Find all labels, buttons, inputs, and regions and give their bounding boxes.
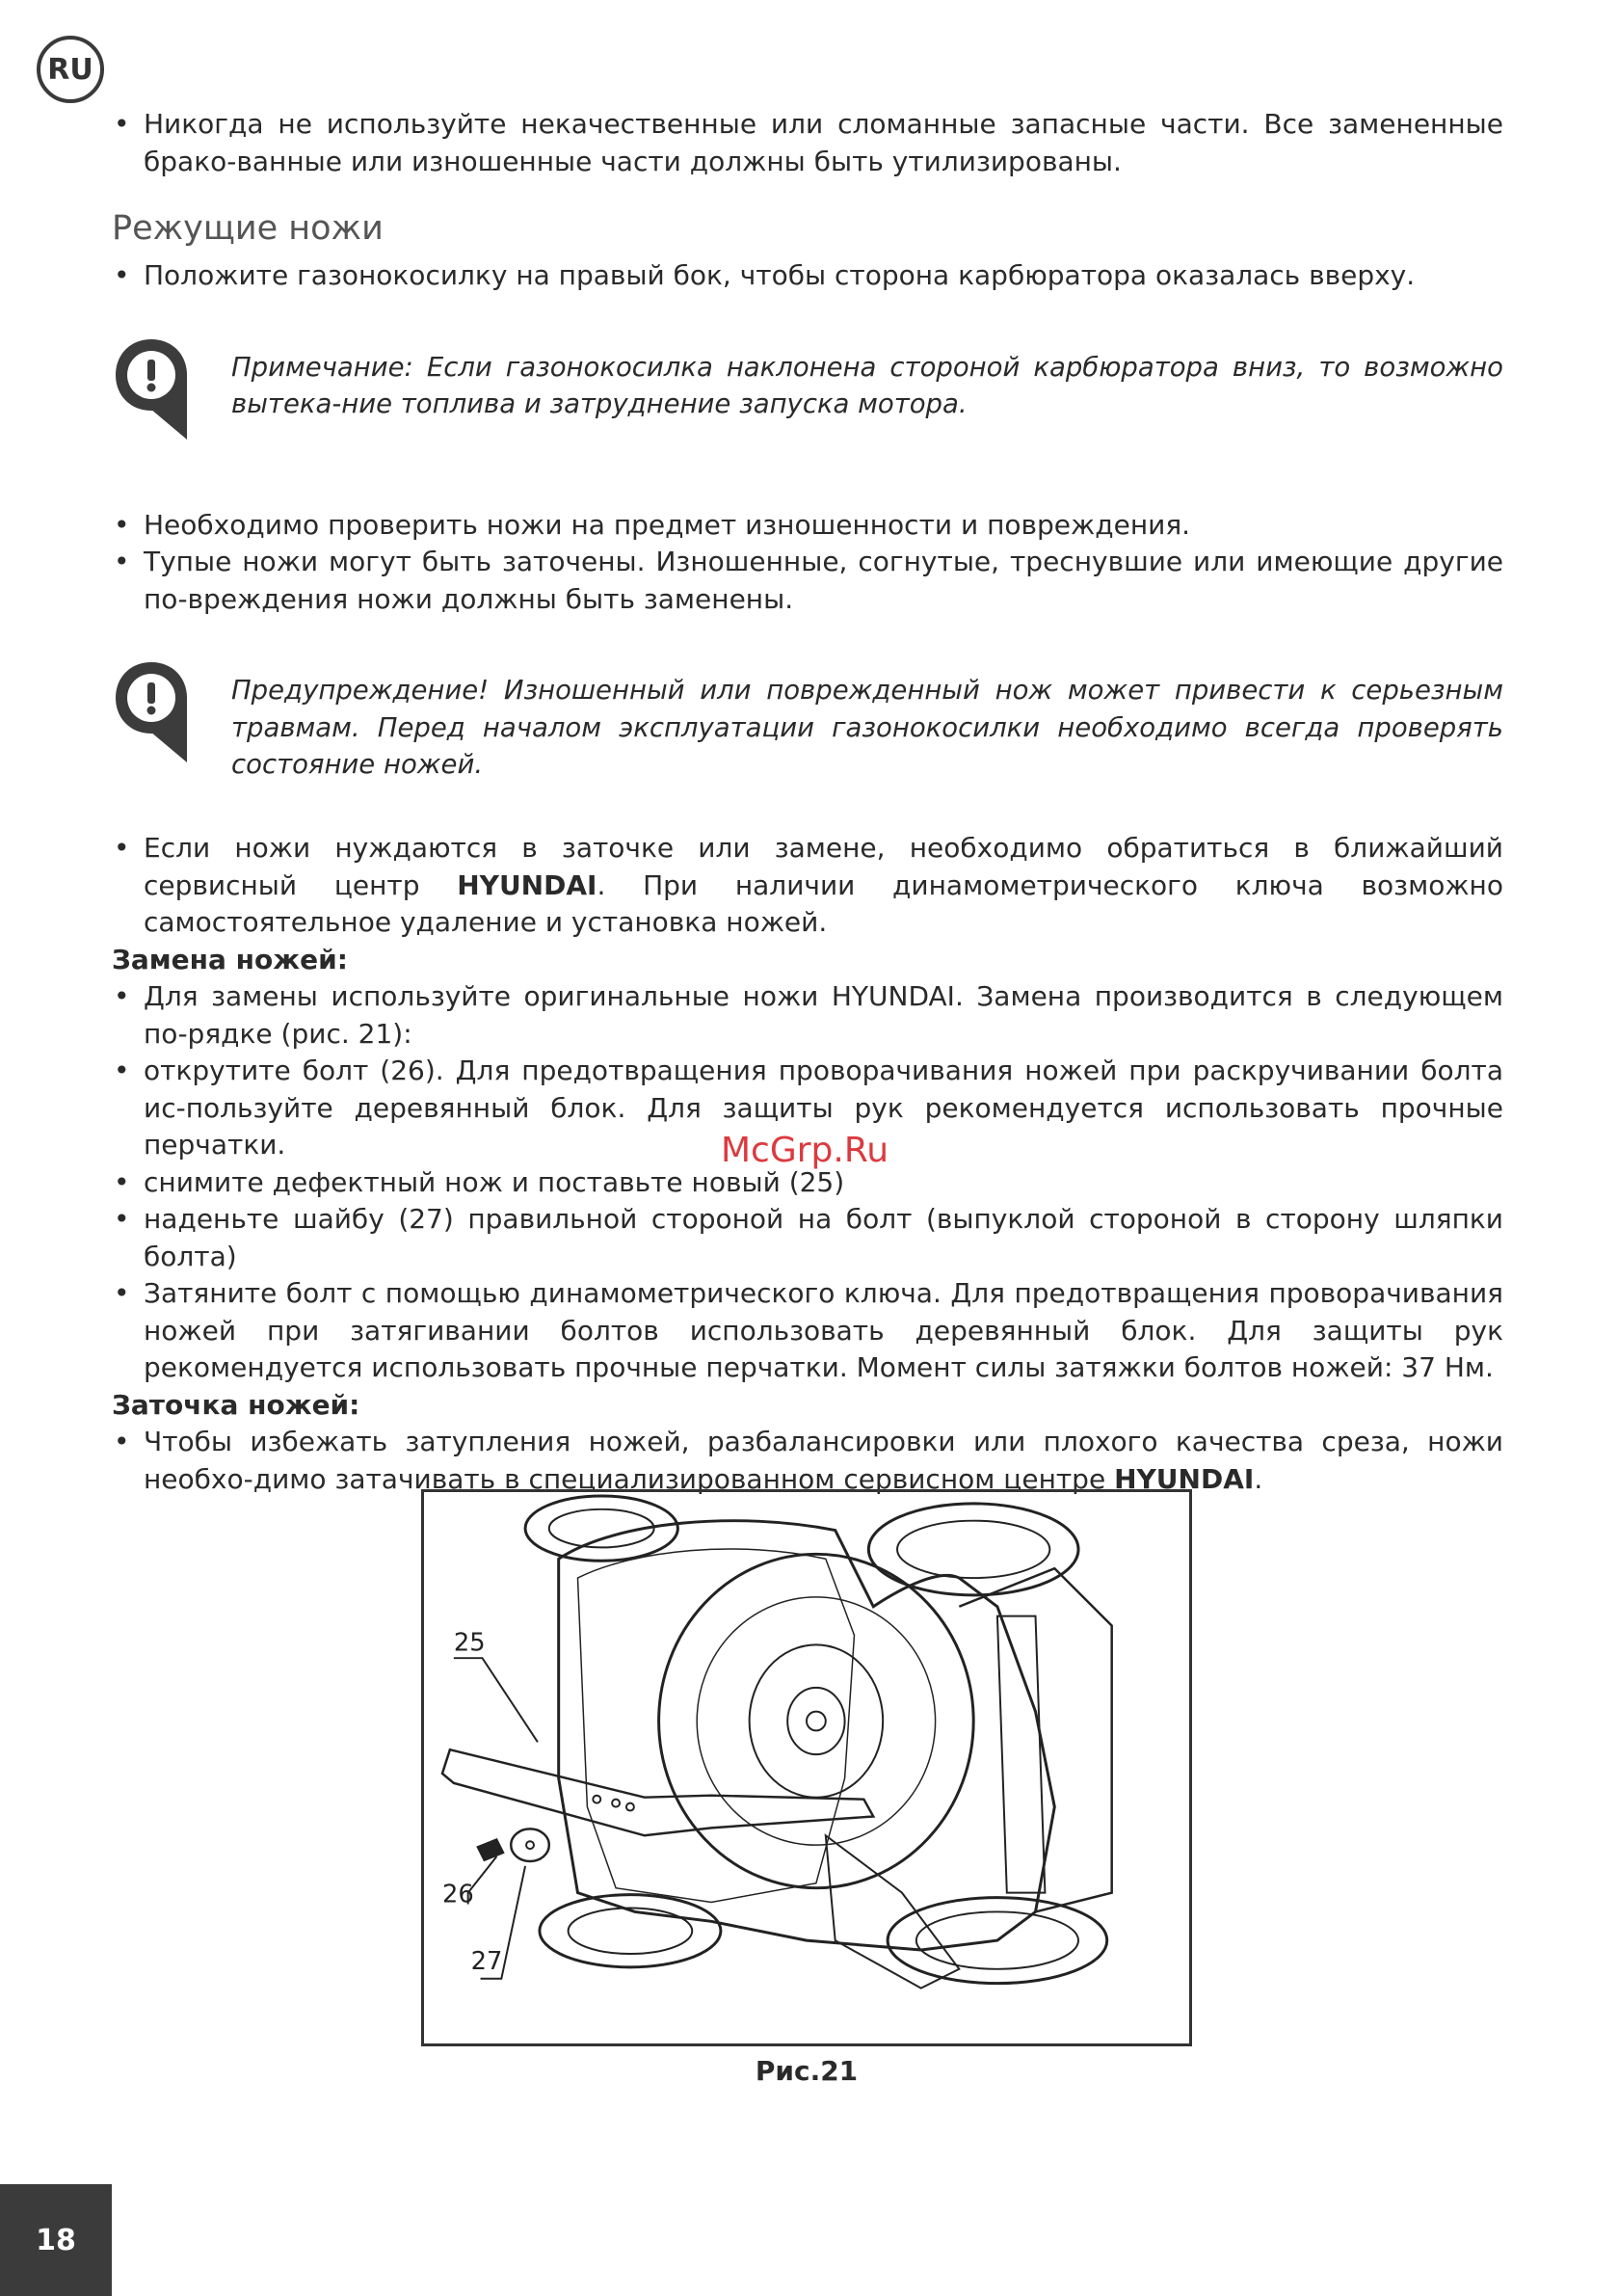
mower-illustration [424,1492,1189,2043]
washer [511,1829,549,1861]
wheel-bottom-left [540,1895,721,1967]
page-number: 18 [0,2184,112,2296]
callout-25: 25 [453,1628,486,1658]
warning-block [112,666,1503,778]
paragraph-check-blades: • Необходимо проверить ножи на предмет изношенности и повреждения. [112,507,1503,545]
wheel-top-left [525,1496,677,1561]
wheel-top-right [868,1504,1078,1595]
paragraph-service-center: • Если ножи нуждаются в заточке или замене, необходимо обратиться в ближайший сервисный центр HYUNDAI. При наличии динамометрического ключа возможно самостоятельное удаление и установка ножей. [112,830,1503,942]
paragraph-lay-mower: • Положите газонокосилку на правый бок, чтобы сторона карбюратора оказалась вверху. [112,257,1503,295]
section-title: Режущие ножи [112,209,384,248]
subheading-sharpen: Заточка ножей: [112,1388,360,1421]
figure-mower-underside [421,1489,1192,2046]
replace-step-4: • наденьте шайбу (27) правильной стороной на болт (выпуклой стороной в сторону шляпки болта) [112,1201,1503,1275]
replace-step-2: • открутите болт (26). Для предотвращения проворачивания ножей при раскручивании болта ис-пользуйте деревянный блок. Для защиты рук рекомендуется использовать прочные перчатки. [112,1053,1503,1164]
figure-caption: Рис.21 [755,2055,859,2087]
brand-name: HYUNDAI [457,868,597,901]
watermark: McGrp.Ru [721,1131,889,1170]
bolt [478,1839,504,1860]
exclamation-icon [112,335,191,443]
note-text: Примечание: Если газонокосилка наклонена стороной карбюратора вниз, то возможно вытека-ние топлива и затруднение запуска мотора. [231,351,1503,419]
callout-26: 26 [441,1880,474,1909]
page-content [112,106,1503,1498]
sharpen-step-1: • Чтобы избежать затупления ножей, разбалансировки или плохого качества среза, ножи необхо-димо затачивать в специализированном сервисном центре HYUNDAI. [112,1424,1503,1498]
language-badge: RU [37,36,104,103]
warning-text: Предупреждение! Изношенный или поврежденный нож может привести к серьезным травмам. Перед началом эксплуатации газонокосилки необходимо всегда проверять состояние ножей. [231,675,1503,780]
replace-step-1: • Для замены используйте оригинальные ножи HYUNDAI. Замена производится в следующем по-рядке (рис. 21): [112,978,1503,1053]
exclamation-icon [112,658,191,766]
callout-27: 27 [470,1946,503,1976]
replace-step-3: • снимите дефектный нож и поставьте новый (25) [112,1164,1503,1202]
note-block [112,343,1503,455]
paragraph-spare-parts: • Никогда не используйте некачественные или сломанные запасные части. Все замененные брако-ванные или изношенные части должны быть утилизированы. [112,106,1503,180]
replace-step-5: • Затяните болт с помощью динамометрического ключа. Для предотвращения проворачивания ножей при затягивании болтов использовать деревянный блок. Для защиты рук рекомендуется использовать прочные перчатки. Момент силы затяжки болтов ножей: 37 Нм. [112,1275,1503,1387]
subheading-replace: Замена ножей: [112,943,348,975]
brand-name: HYUNDAI [1114,1462,1255,1495]
paragraph-dull-blades: • Тупые ножи могут быть заточены. Изношенные, согнутые, треснувшие или имеющие другие по-вреждения ножи должны быть заменены. [112,544,1503,618]
blade [442,1749,873,1835]
